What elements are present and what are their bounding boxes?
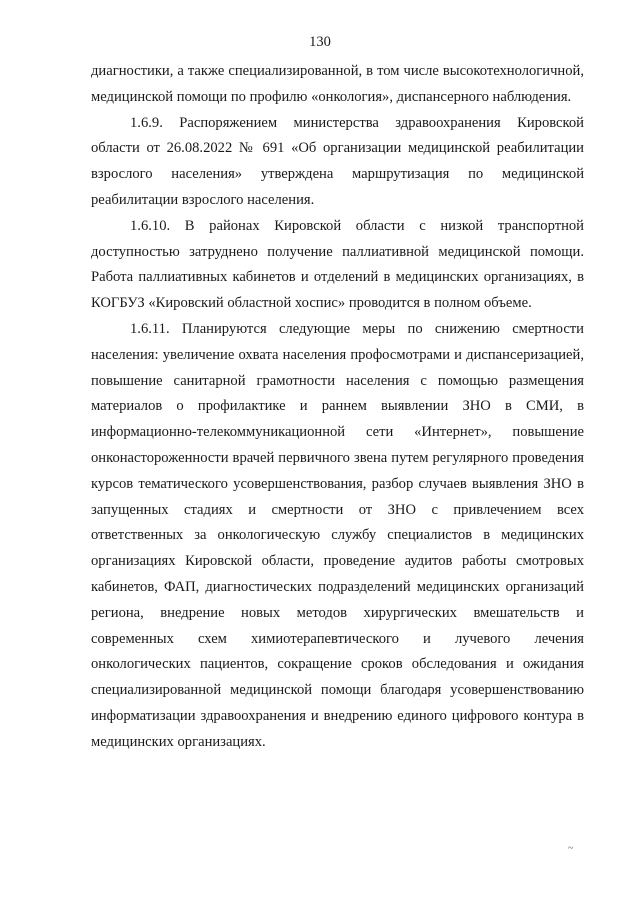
paragraph-1-6-10: 1.6.10. В районах Кировской области с низкой транспортной доступностью затруднено получение паллиативной медицинской помощи. Работа паллиативных кабинетов и отделений в медицинских организациях, в КОГБУЗ «Кировский областной хоспис» проводится в полном объеме. <box>91 217 584 312</box>
paragraph-1-6-11: 1.6.11. Планируются следующие меры по снижению смертности населения: увеличение охвата населения профосмотрами и диспансеризацией, повышение санитарной грамотности населения с помощью размещения материалов о профилактике и раннем выявлении ЗНО в СМИ, в информационно-телекоммуникационной сети «Интернет», повышение онконастороженности врачей первичного звена путем регулярного проведения курсов тематического усовершенствования, разбор случаев выявления ЗНО в запущенных стадиях и смертности от ЗНО с привлечением всех ответственных за онкологическую службу специалистов в медицинских организациях Кировской области, проведение аудитов работы смотровых кабинетов, ФАП, диагностических подразделений медицинских организаций региона, внедрение новых методов хирургических вмешательств и современных схем химиотерапевтического и лучевого лечения онкологических пациентов, сокращение сроков обследования и ожидания специализированной медицинской помощи благодаря усовершенствованию информатизации здравоохранения и внедрению единого цифрового контура в медицинских организациях. <box>91 320 584 750</box>
paragraph-1-6-9: 1.6.9. Распоряжением министерства здравоохранения Кировской области от 26.08.2022 № 691 «Об организации медицинской реабилитации взрослого населения» утверждена маршрутизация по медицинской реабилитации взрослого населения. <box>91 114 584 208</box>
footer-scan-mark: ~ <box>568 843 574 854</box>
document-body <box>91 59 584 756</box>
page-number: 130 <box>309 34 331 50</box>
paragraph-continuation: диагностики, а также специализированной, в том числе высокотехнологичной, медицинской помощи по профилю «онкология», диспансерного наблюдения. <box>91 63 584 105</box>
